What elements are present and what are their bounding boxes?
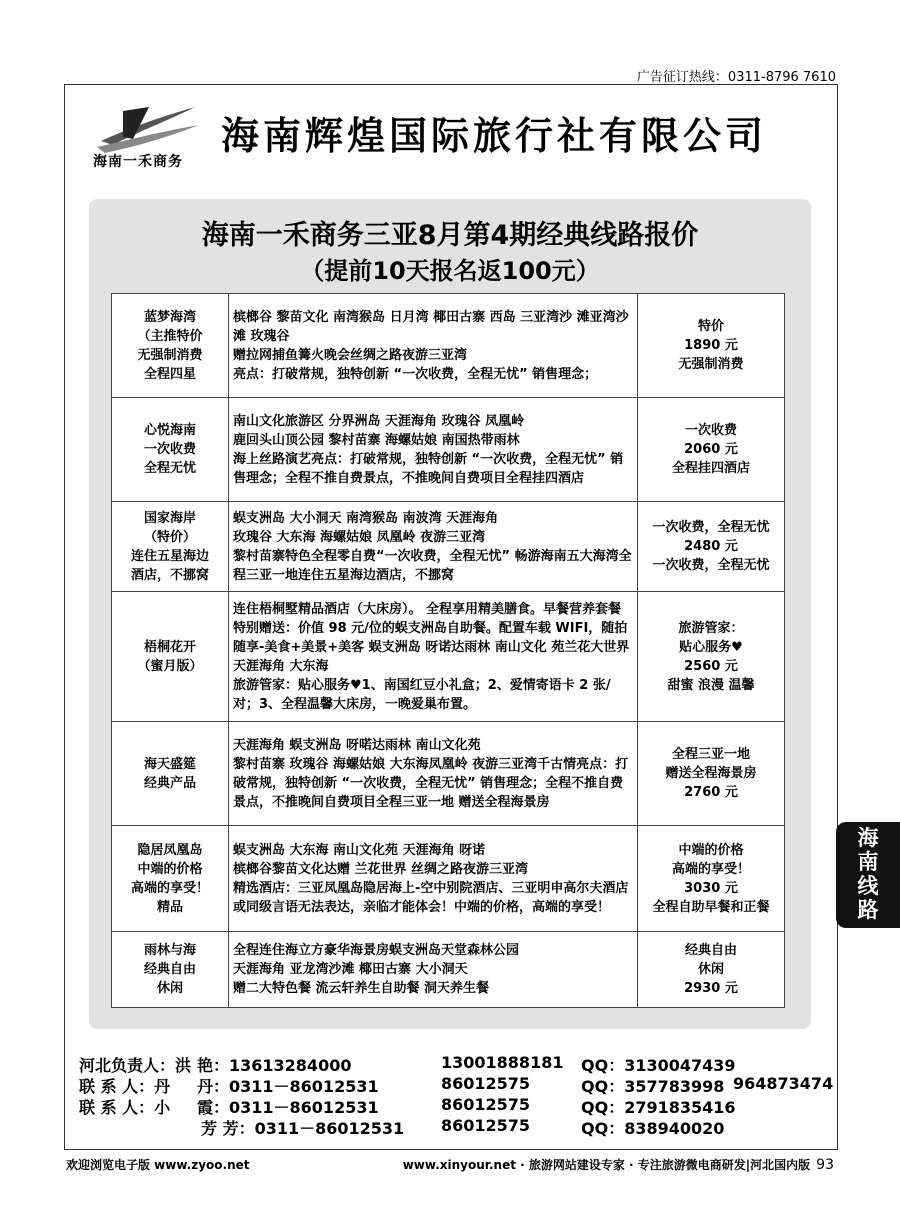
route-row	[112, 826, 785, 932]
route-description	[229, 294, 638, 398]
route-description-line: 蜈支洲岛 大小洞天 南湾猴岛 南波湾 天涯海角	[233, 510, 499, 526]
route-name-line: 海天盛筵	[143, 756, 196, 772]
route-name-line: （蜜月版）	[137, 658, 203, 674]
route-price-line: 高端的享受！	[671, 861, 750, 877]
route-row	[112, 722, 785, 826]
routes-table	[111, 293, 785, 1008]
route-name-line: 全程四星	[143, 366, 196, 382]
route-price-line: 一次收费	[684, 423, 737, 438]
route-name-line: 连住五星海边	[130, 548, 209, 564]
route-price-line: 一次收费，全程无忧	[652, 558, 770, 573]
contact-field: 86012575	[441, 1116, 531, 1135]
route-description-line: 蜈支洲岛 大东海 南山文化苑 天涯海角 呀诺	[233, 842, 486, 858]
route-name-line: 高端的享受！	[130, 880, 209, 896]
section-tab-char: 线	[857, 874, 879, 898]
route-price-line: 全程挂四酒店	[671, 461, 750, 476]
route-description-line: 海上丝路演艺亮点：打破常规，独特创新 “一次收费，全程无忧” 销售理念；全程不推自费景点，不推晚间自费项目全程挂四酒店	[233, 451, 624, 486]
route-description-line: 连住梧桐墅精品酒店（大床房）。 全程享用精美膳食。早餐营养套餐 特别赠送：价值 98 元/位的蜈支洲岛自助餐。配置车载 WIFI，随拍随享-美食+美景+美客 蜈支洲岛 呀诺达雨林 南山文化 苑兰花大世界 天涯海角 大东海	[233, 601, 630, 674]
route-row	[112, 398, 785, 502]
route-name	[112, 722, 229, 826]
route-name-line: 心悦海南	[143, 423, 196, 438]
route-name	[112, 932, 229, 1008]
footer-left: 欢迎浏览电子版 www.zyoo.net	[66, 1158, 250, 1172]
contact-field: 13001888181	[441, 1053, 564, 1072]
route-price-line: 一次收费，全程无忧	[652, 520, 770, 535]
route-name-line: （主推特价	[137, 328, 203, 344]
route-price-line: 全程自助早餐和正餐	[652, 899, 770, 915]
route-description	[229, 502, 638, 592]
contact-field: 联 系 人：丹	[79, 1077, 171, 1096]
route-name-line: （特价）	[143, 529, 196, 545]
route-name-line: 一次收费	[143, 442, 196, 457]
route-name-line: 经典自由	[143, 962, 196, 977]
section-tab-char: 海	[857, 826, 879, 850]
logo-text: 海南一禾商务	[93, 154, 183, 170]
route-price-line: 2560 元	[684, 658, 738, 674]
route-name-line: 精品	[156, 899, 183, 915]
contact-field: QQ：357783998	[581, 1077, 725, 1096]
route-row	[112, 592, 785, 722]
route-price-line: 中端的价格	[678, 842, 744, 858]
route-row	[112, 932, 785, 1008]
route-description-line: 南山文化旅游区 分界洲岛 天涯海角 玫瑰谷 凤凰岭	[233, 413, 525, 429]
contact-field: 芳 芳：0311－86012531	[201, 1119, 405, 1138]
route-name-line: 无强制消费	[137, 347, 203, 363]
title-prefix: 海南一禾商务	[201, 220, 364, 251]
route-description-line: 鹿回头山顶公园 黎村苗寨 海螺姑娘 南国热带雨林	[233, 432, 520, 448]
route-price-line: 旅游管家：	[678, 620, 744, 636]
route-price-line: 2760 元	[684, 785, 738, 800]
route-price	[638, 932, 785, 1008]
ad-hotline: 广告征订热线：0311-8796 7610	[636, 70, 836, 85]
route-name-line: 国家海岸	[143, 510, 196, 526]
route-row	[112, 294, 785, 398]
title-suffix: 8月第4期经典线路报价	[417, 220, 699, 251]
route-price-line: 无强制消费	[678, 357, 744, 372]
route-name-line: 中端的价格	[137, 861, 203, 877]
route-description-line: 槟榔谷黎苗文化达赠 兰花世界 丝绸之路夜游三亚湾	[233, 861, 529, 877]
route-description-line: 亮点：打破常规，独特创新 “一次收费，全程无忧” 销售理念；	[233, 366, 598, 382]
route-price-line: 2480 元	[684, 539, 738, 554]
route-description-line: 赠二大特色餐 流云轩养生自助餐 洞天养生餐	[233, 981, 490, 996]
route-price-line: 3030 元	[684, 880, 738, 896]
route-name-line: 雨林与海	[143, 943, 196, 958]
route-row	[112, 502, 785, 592]
route-name-line: 酒店，不挪窝	[130, 567, 209, 583]
route-price-line: 甜蜜 浪漫 温馨	[667, 677, 755, 693]
route-name	[112, 502, 229, 592]
route-name-line: 全程无忧	[143, 461, 196, 476]
route-price-line: 2930 元	[684, 981, 738, 996]
route-description-line: 精选酒店：三亚凤凰岛隐居海上-空中别院酒店、三亚明申高尔夫酒店或同级言语无法表达，亲临才能体会！中端的价格，高端的享受！	[233, 880, 629, 915]
page-subtitle: （提前10天报名返100元）	[300, 257, 600, 285]
company-name: 海南辉煌国际旅行社有限公司	[221, 113, 768, 158]
contact-field: QQ：838940020	[581, 1119, 725, 1138]
route-description-line: 黎村苗寨特色全程零自费“一次收费，全程无忧” 畅游海南五大海湾全程三亚一地连住五星海边酒店，不挪窝	[233, 548, 632, 583]
route-price	[638, 398, 785, 502]
route-name	[112, 294, 229, 398]
title-highlight: 三亚	[363, 220, 418, 251]
route-price-line: 经典自由	[684, 943, 737, 958]
section-tab-char: 路	[857, 898, 879, 922]
contact-field: 艳：13613284000	[197, 1056, 352, 1075]
route-price-line: 全程三亚一地	[671, 747, 750, 762]
contact-field: 86012575	[441, 1074, 531, 1093]
route-name	[112, 398, 229, 502]
route-name-line: 梧桐花开	[143, 639, 196, 655]
footer-text: www.xinyour.net · 旅游网站建设专家 · 专注旅游微电商研发|河北国内版	[402, 1158, 811, 1172]
contact-field: 河北负责人：洪	[79, 1056, 192, 1075]
route-description-line: 玫瑰谷 大东海 海螺姑娘 凤凰岭 夜游三亚湾	[233, 529, 486, 545]
contact-field: QQ：2791835416	[581, 1098, 736, 1117]
route-description	[229, 592, 638, 722]
contact-field: 964873474	[733, 1074, 834, 1093]
route-price-line: 2060 元	[684, 442, 738, 457]
route-name-line: 休闲	[156, 981, 183, 996]
route-price	[638, 722, 785, 826]
route-name-line: 蓝梦海湾	[143, 309, 196, 325]
route-price	[638, 294, 785, 398]
route-description-line: 黎村苗寨 玫瑰谷 海螺姑娘 大东海凤凰岭 夜游三亚湾千古情亮点：打破常规，独特创新 “一次收费，全程无忧” 销售理念；全程不推自费景点，不推晚间自费项目全程三亚一地 赠送全程海景房	[233, 756, 629, 810]
route-description-line: 槟榔谷 黎苗文化 南湾猴岛 日月湾 椰田古寨 西岛 三亚湾沙 滩亚湾沙滩 玫瑰谷	[233, 309, 629, 344]
page-number: 93	[816, 1157, 834, 1173]
route-price-line: 赠送全程海景房	[665, 766, 757, 781]
route-price-line: 特价	[697, 319, 724, 334]
contact-field: 86012575	[441, 1095, 531, 1114]
route-price	[638, 592, 785, 722]
route-price-line: 1890 元	[684, 338, 738, 353]
contact-field: QQ：3130047439	[581, 1056, 736, 1075]
route-description-line: 全程连住海立方豪华海景房蜈支洲岛天堂森林公园	[233, 943, 520, 958]
route-price-line: 休闲	[697, 962, 724, 977]
route-name	[112, 592, 229, 722]
route-description	[229, 826, 638, 932]
route-description-line: 赠拉网捕鱼篝火晚会丝绸之路夜游三亚湾	[233, 347, 468, 363]
route-price	[638, 826, 785, 932]
route-name-line: 经典产品	[143, 775, 196, 791]
page-frame	[64, 84, 838, 1150]
route-description	[229, 722, 638, 826]
route-description	[229, 932, 638, 1008]
section-tab-char: 南	[857, 850, 879, 874]
footer-right	[403, 1156, 834, 1173]
contact-field: 丹：0311－86012531	[197, 1077, 379, 1096]
contact-field: 联 系 人：小	[79, 1098, 171, 1117]
route-description	[229, 398, 638, 502]
route-description-line: 旅游管家：贴心服务♥1、南国红豆小礼盒；2、爱情寄语卡 2 张/对；3、全程温馨大床房，一晚爱巢布置。	[233, 677, 611, 712]
route-price-line: 贴心服务♥	[679, 639, 743, 655]
section-tab	[836, 822, 900, 928]
route-description-line: 天涯海角 亚龙湾沙滩 椰田古寨 大小洞天	[233, 962, 468, 977]
contact-field: 霞：0311－86012531	[197, 1098, 379, 1117]
route-description-line: 天涯海角 蜈支洲岛 呀喏达雨林 南山文化苑	[233, 737, 481, 753]
price-panel	[89, 199, 811, 1029]
route-name	[112, 826, 229, 932]
route-name-line: 隐居凤凰岛	[137, 842, 203, 858]
route-price	[638, 502, 785, 592]
page-title	[89, 213, 811, 252]
